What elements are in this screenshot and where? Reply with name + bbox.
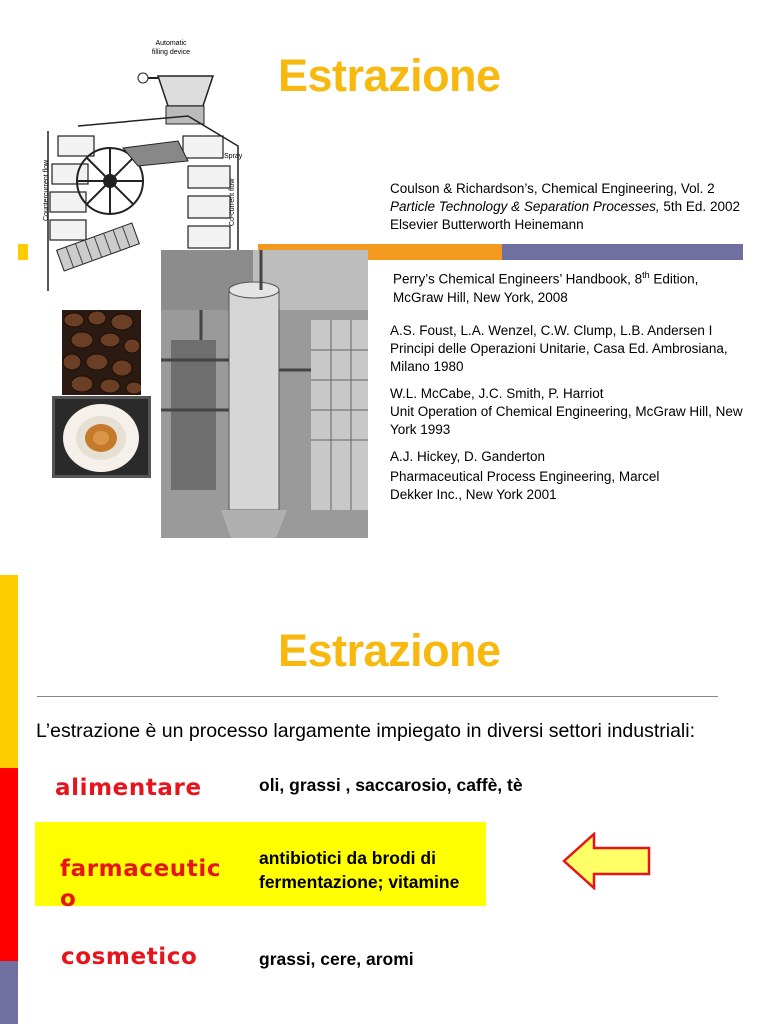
reference-hickey-authors: A.J. Hickey, D. Ganderton [390, 449, 546, 464]
intro-text [36, 720, 695, 743]
intro-keyword: estrazione [50, 720, 141, 742]
reference-coulson [390, 180, 745, 234]
reference-mccabe-authors: W.L. McCabe, J.C. Smith, P. Harriot [390, 386, 604, 401]
reference-perry [393, 266, 743, 307]
reference-perry-pre: Perry’s Chemical Engineers’ Handbook, 8 [393, 271, 643, 287]
slide-2 [0, 575, 768, 1024]
coffee-beans-image [62, 310, 141, 395]
sector-cosmetico: cosmetico [61, 944, 198, 970]
accent-marker [18, 244, 28, 260]
products-alimentare: oli, grassi , saccarosio, caffè, tè [259, 775, 523, 795]
sector-farmaceutico: farmaceutic o [60, 856, 222, 912]
reference-mccabe [390, 385, 745, 439]
reference-hickey [390, 448, 690, 504]
side-band-red [0, 768, 18, 961]
svg-text:filling device: filling device [151, 49, 191, 56]
slide-title: Estrazione [278, 625, 501, 676]
label-spray: Spray [224, 153, 243, 160]
page-title: Estrazione [278, 50, 501, 101]
reference-coulson-italic: Particle Technology & Separation Processes, [390, 199, 660, 214]
products-cosmetico: grassi, cere, aromi [259, 949, 414, 969]
side-band-slate [0, 961, 18, 1024]
reference-foust: A.S. Foust, L.A. Wenzel, C.W. Clump, L.B. Andersen I Principi delle Operazioni Unitarie, Casa Ed. Ambrosiana, Milano 1980 [390, 323, 728, 374]
intro-post: è un processo largamente impiegato in diversi settori industriali: [140, 720, 696, 742]
side-band-yellow [0, 575, 18, 768]
reference-coulson-post: 5th Ed. 2002 Elsevier Butterworth Heinemann [390, 199, 740, 232]
reference-coulson-pre: Coulson & Richardson’s, Chemical Engineering, Vol. 2 [390, 181, 715, 196]
divider-slate [502, 244, 743, 260]
label-countercurrent: Countercurrent flow [43, 159, 50, 221]
espresso-cup-image [52, 396, 151, 478]
label-cocurrent: Co-current flow [229, 178, 236, 226]
reference-perry-post: Edition, McGraw Hill, New York, 2008 [393, 271, 699, 305]
reference-mccabe-title: Unit Operation of Chemical Engineering, McGraw Hill, New York 1993 [390, 404, 743, 437]
intro-pre: L’ [36, 720, 51, 742]
sector-alimentare: alimentare [55, 775, 202, 801]
label-filling-device: Automatic [155, 40, 187, 47]
reference-hickey-title: Pharmaceutical Process Engineering, Marcel Dekker Inc., New York 2001 [390, 469, 660, 502]
arrow-left-icon [562, 832, 652, 890]
title-rule [37, 696, 718, 697]
products-farmaceutico: antibiotici da brodi di fermentazione; vitamine [259, 848, 460, 892]
reference-perry-sup: th [642, 270, 650, 280]
extraction-plant-image [161, 250, 368, 538]
